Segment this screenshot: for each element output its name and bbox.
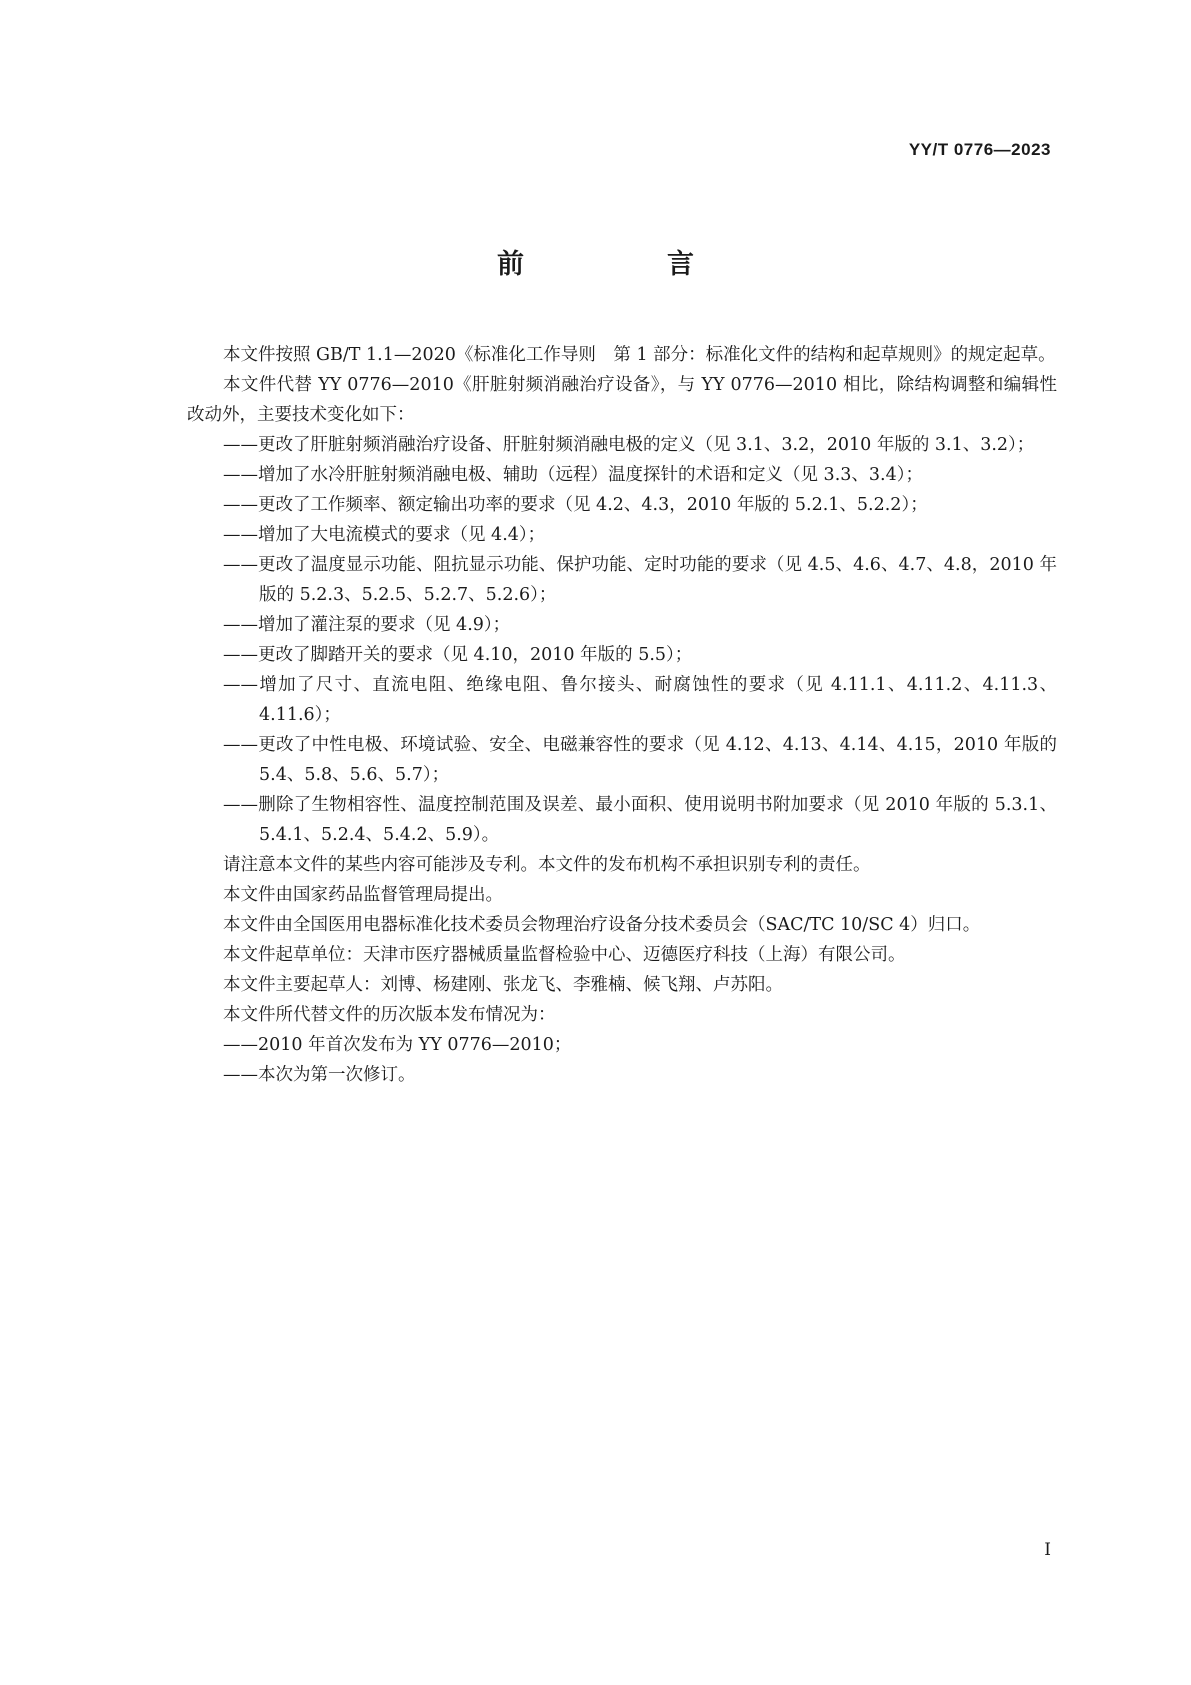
note-patent: 请注意本文件的某些内容可能涉及专利。本文件的发布机构不承担识别专利的责任。 [223, 855, 871, 875]
note-drafters: 本文件主要起草人：刘博、杨建刚、张龙飞、李雅楠、候飞翔、卢苏阳。 [223, 975, 783, 995]
note-committee: 本文件由全国医用电器标准化技术委员会物理治疗设备分技术委员会（SAC/TC 10/SC 4）归口。 [223, 915, 981, 935]
standard-code: YY/T 0776—2023 [908, 140, 1051, 159]
note-proposer: 本文件由国家药品监督管理局提出。 [223, 885, 503, 905]
page-number: I [1044, 1540, 1051, 1560]
change-item: ——更改了工作频率、额定输出功率的要求（见 4.2、4.3，2010 年版的 5.2.1、5.2.2）； [223, 495, 928, 515]
change-item: ——更改了脚踏开关的要求（见 4.10，2010 年版的 5.5）； [223, 645, 693, 665]
note-history-intro: 本文件所代替文件的历次版本发布情况为： [223, 1005, 556, 1025]
change-item: ——更改了温度显示功能、阻抗显示功能、保护功能、定时功能的要求（见 4.5、4.6、4.7、4.8，2010 年版的 5.2.3、5.2.5、5.2.7、5.2.6）； [223, 555, 1057, 605]
document-body [187, 340, 1057, 1090]
note-drafting-units: 本文件起草单位：天津市医疗器械质量监督检验中心、迈德医疗科技（上海）有限公司。 [223, 945, 906, 965]
intro-paragraph-replacement: 本文件代替 YY 0776—2010《肝脏射频消融治疗设备》，与 YY 0776—2010 相比，除结构调整和编辑性改动外，主要技术变化如下： [187, 375, 1057, 425]
history-item: ——本次为第一次修订。 [223, 1065, 416, 1085]
change-item: ——更改了中性电极、环境试验、安全、电磁兼容性的要求（见 4.12、4.13、4.14、4.15，2010 年版的 5.4、5.8、5.6、5.7）； [223, 735, 1057, 785]
page-title: 前 言 [497, 249, 752, 280]
change-item: ——更改了肝脏射频消融治疗设备、肝脏射频消融电极的定义（见 3.1、3.2，2010 年版的 3.1、3.2）； [223, 435, 1035, 455]
change-item: ——增加了大电流模式的要求（见 4.4）； [223, 525, 546, 545]
change-item: ——增加了尺寸、直流电阻、绝缘电阻、鲁尔接头、耐腐蚀性的要求（见 4.11.1、4.11.2、4.11.3、4.11.6）； [223, 675, 1057, 725]
history-item: ——2010 年首次发布为 YY 0776—2010； [223, 1035, 572, 1055]
intro-paragraph-drafting: 本文件按照 GB/T 1.1—2020《标准化工作导则 第 1 部分：标准化文件的结构和起草规则》的规定起草。 [223, 345, 1056, 365]
change-item: ——增加了灌注泵的要求（见 4.9）； [223, 615, 511, 635]
change-item: ——删除了生物相容性、温度控制范围及误差、最小面积、使用说明书附加要求（见 2010 年版的 5.3.1、5.4.1、5.2.4、5.4.2、5.9）。 [223, 795, 1057, 845]
change-item: ——增加了水冷肝脏射频消融电极、辅助（远程）温度探针的术语和定义（见 3.3、3.4）； [223, 465, 923, 485]
